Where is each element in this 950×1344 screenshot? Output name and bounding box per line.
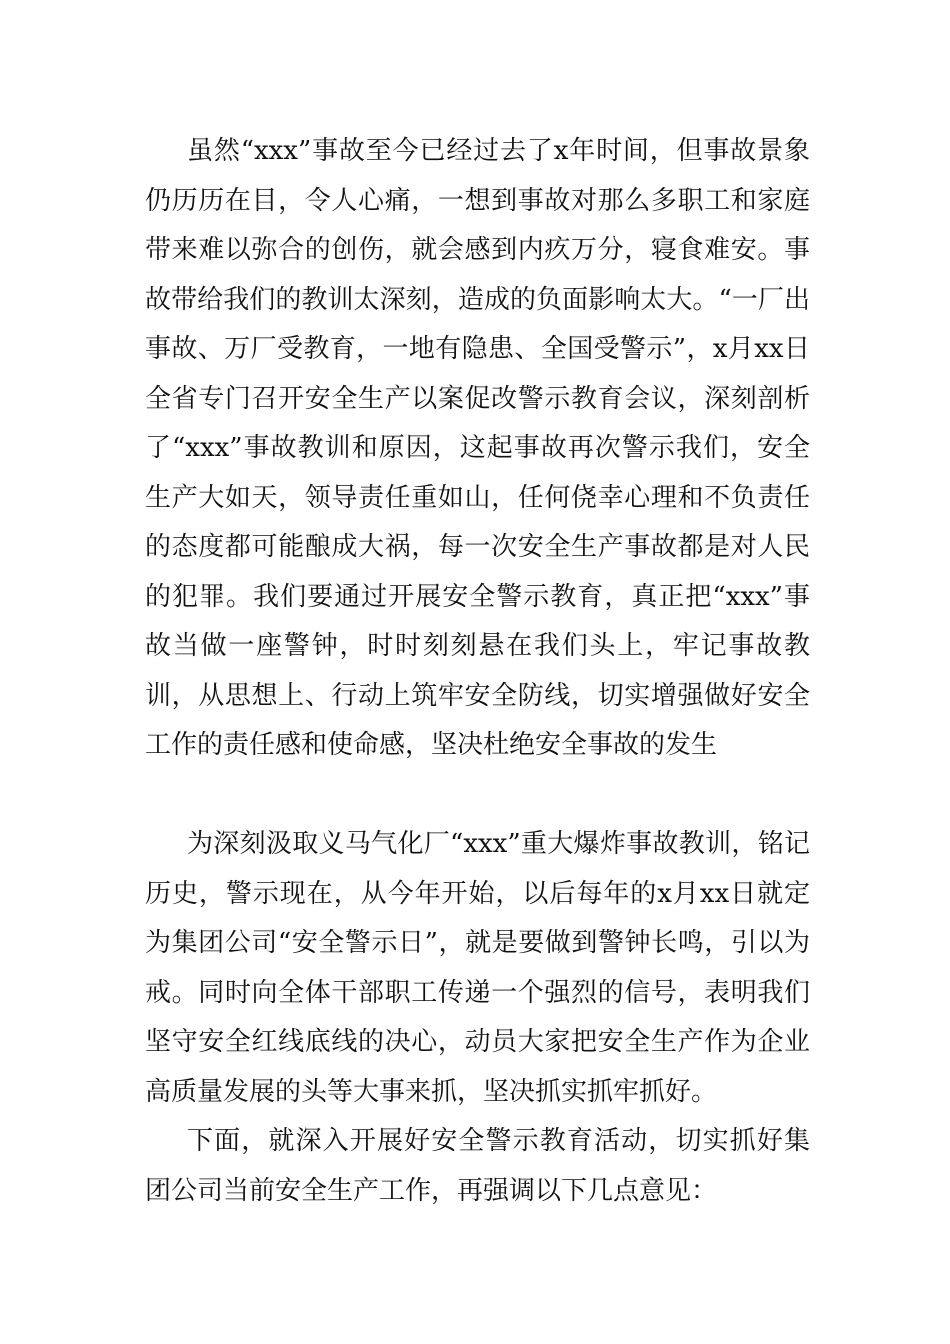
paragraph-3: 下面，就深入开展好安全警示教育活动，切实抓好集团公司当前安全生产工作，再强调以下几点意见： (145, 1126, 810, 1206)
paragraph-2: 为深刻汲取义马气化厂“xxx”重大爆炸事故教训，铭记历史，警示现在，从今年开始，以后每年的x月xx日就定为集团公司“安全警示日”，就是要做到警钟长鸣，引以为戒。同时向全体干部职工传递一个强烈的信号，表明我们坚守安全红线底线的决心，动员大家把安全生产作为企业高质量发展的头等大事来抓，坚决抓实抓牢抓好。 (145, 829, 810, 1107)
paragraph-1: 虽然“xxx”事故至今已经过去了x年时间，但事故景象仍历历在目，令人心痛，一想到事故对那么多职工和家庭带来难以弥合的创伤，就会感到内疚万分，寝食难安。事故带给我们的教训太深刻，造成的负面影响太大。“一厂出事故、万厂受教育，一地有隐患、全国受警示”，x月xx日全省专门召开安全生产以案促改警示教育会议，深刻剖析了“xxx”事故教训和原因，这起事故再次警示我们，安全生产大如天，领导责任重如山，任何侥幸心理和不负责任的态度都可能酿成大祸，每一次安全生产事故都是对人民的犯罪。我们要通过开展安全警示教育，真正把“xxx”事故当做一座警钟，时时刻刻悬在我们头上，牢记事故教训，从思想上、行动上筑牢安全防线，切实增强做好安全工作的责任感和使命感，坚决杜绝安全事故的发生 (145, 136, 810, 760)
document-body (145, 127, 810, 1216)
